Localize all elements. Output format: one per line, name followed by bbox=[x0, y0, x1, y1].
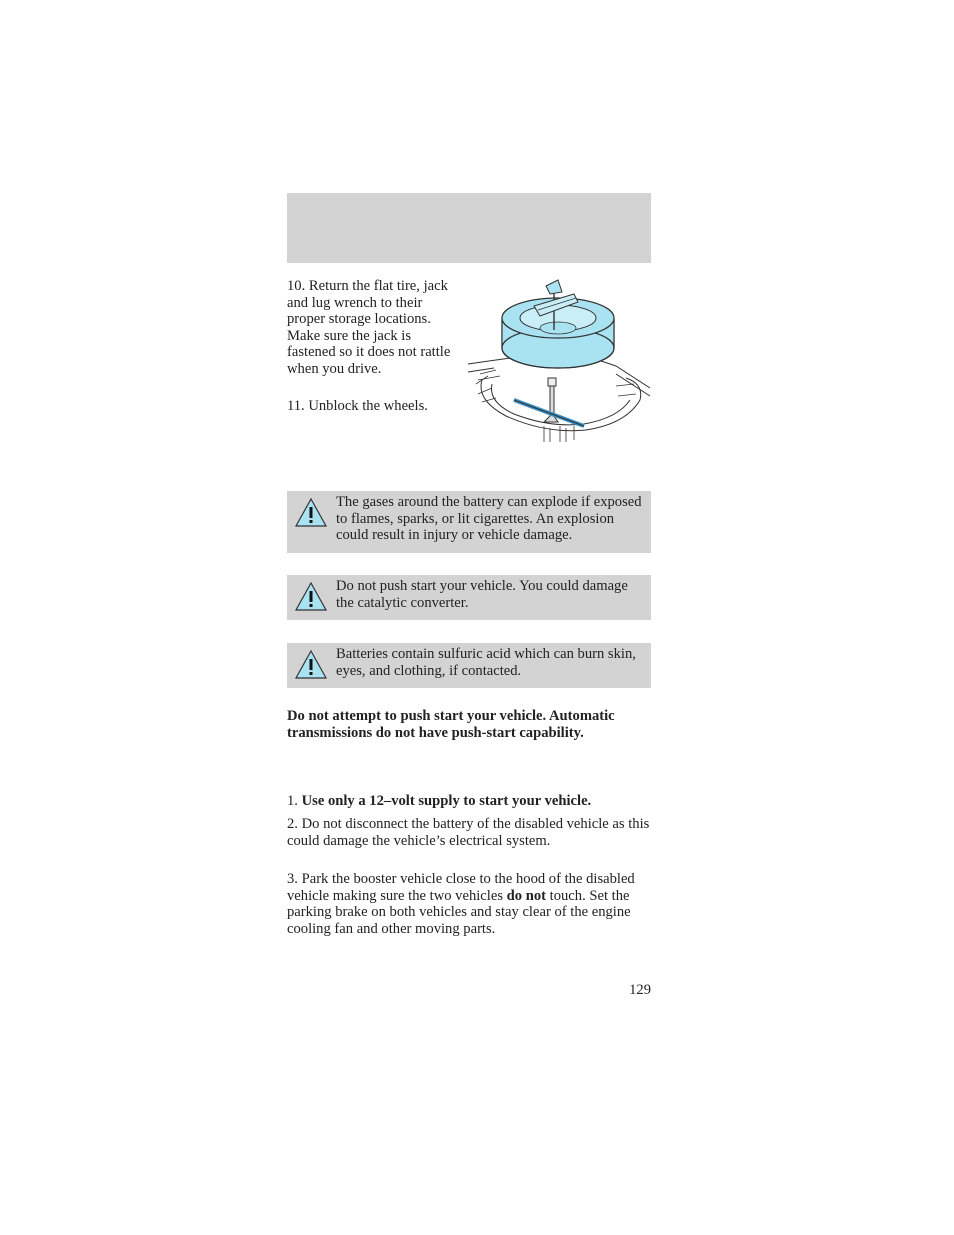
spare-tire-icon bbox=[466, 276, 652, 448]
warning-text: The gases around the battery can explode if exposed to flames, sparks, or lit cigarettes. An explosion could result in injury or vehicle damage. bbox=[336, 494, 642, 543]
warning-triangle-icon bbox=[294, 649, 328, 681]
step-3-text-b: touch. Set the parking brake on both vehicles and stay clear of the engine cooling fan and other moving parts. bbox=[287, 887, 631, 937]
step-10-text: 10. Return the flat tire, jack and lug wrench to their proper storage locations. Make sure the jack is fastened so it does not rattle when you drive. bbox=[287, 278, 451, 377]
page-number: 129 bbox=[629, 982, 651, 998]
spare-tire-illustration bbox=[466, 276, 652, 448]
step-11-text: 11. Unblock the wheels. bbox=[287, 398, 428, 414]
warning-triangle-icon bbox=[294, 581, 328, 613]
warning-triangle-icon bbox=[294, 497, 328, 529]
warning-box-push-start bbox=[287, 575, 651, 620]
warning-box-sulfuric-acid bbox=[287, 643, 651, 688]
warning-box-battery-gases bbox=[287, 491, 651, 553]
warning-text: Do not push start your vehicle. You could damage the catalytic converter. bbox=[336, 578, 628, 611]
step-number: 1. bbox=[287, 793, 298, 809]
jump-step-1 bbox=[287, 793, 651, 810]
jump-step-3 bbox=[287, 871, 651, 937]
push-start-note: Do not attempt to push start your vehicle. Automatic transmissions do not have push-start capability. bbox=[287, 708, 615, 741]
jump-step-2: 2. Do not disconnect the battery of the disabled vehicle as this could damage the vehicle’s electrical system. bbox=[287, 816, 650, 849]
step-3-bold-text: do not bbox=[506, 887, 546, 904]
step-1-bold-text: Use only a 12–volt supply to start your vehicle. bbox=[301, 793, 592, 809]
section-header-bar bbox=[287, 193, 651, 263]
step-3-text-a: 3. Park the booster vehicle close to the hood of the disabled vehicle making sure the two vehicles bbox=[287, 871, 635, 904]
warning-text: Batteries contain sulfuric acid which can burn skin, eyes, and clothing, if contacted. bbox=[336, 646, 636, 679]
